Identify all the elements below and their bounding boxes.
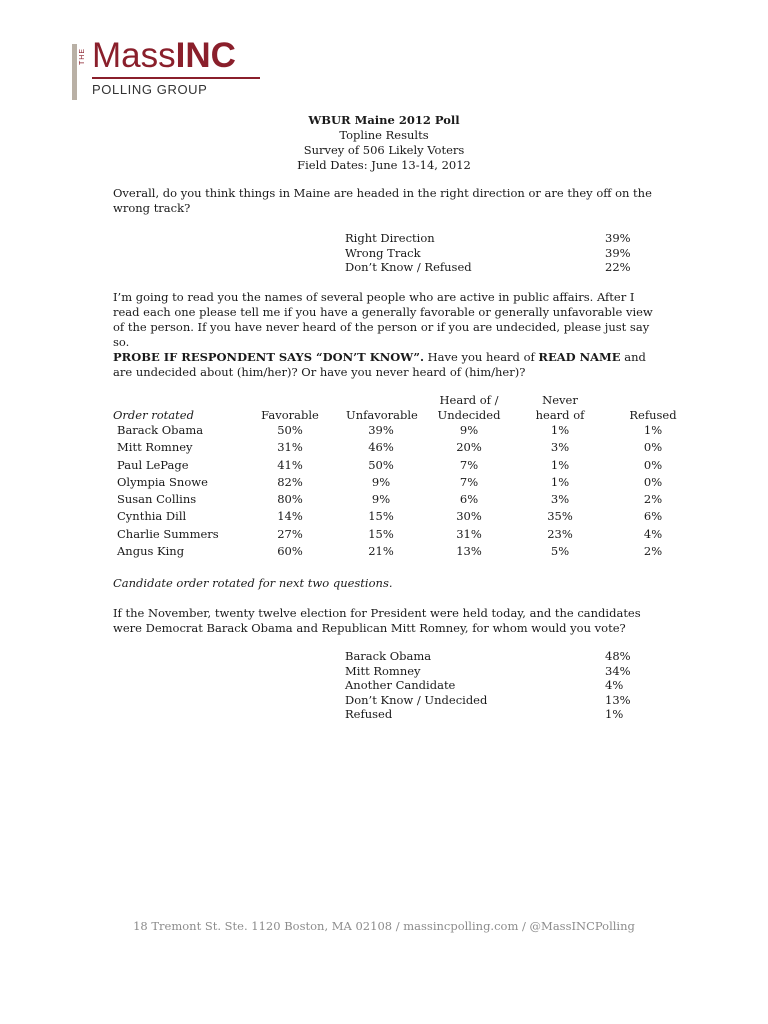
heard-of-value: 31%: [456, 526, 482, 541]
table-row: [113, 526, 683, 543]
favorable-value: 80%: [277, 492, 303, 507]
header-line-dates: Field Dates: June 13-14, 2012: [297, 158, 471, 172]
logo-subtitle: POLLING GROUP: [92, 82, 208, 97]
header-refused: Refused: [629, 407, 677, 422]
header-line-topline: Topline Results: [339, 128, 429, 142]
right-direction-responses: [345, 231, 641, 275]
question-presidential-vote: If the November, twenty twelve election for President were held today, and the candidates were Democrat Barack Obama and Republican Mitt Romney, for whom would you vote?: [113, 606, 641, 635]
heard-of-value: 7%: [459, 474, 479, 489]
candidate-name: Charlie Summers: [117, 526, 219, 541]
response-row: [345, 231, 641, 246]
logo-inc: INC: [175, 36, 236, 75]
favorable-value: 82%: [277, 474, 303, 489]
header-heard-line2: Undecided: [437, 407, 501, 422]
candidate-name: Paul LePage: [117, 457, 189, 472]
favorable-value: 50%: [277, 423, 303, 437]
logo-rule: [92, 77, 260, 79]
candidate-name: Barack Obama: [117, 423, 204, 437]
response-row: [345, 664, 641, 679]
table-row: [113, 491, 683, 508]
never-heard-value: 23%: [547, 526, 573, 541]
response-row: [345, 649, 641, 664]
refused-value: 2%: [643, 492, 663, 507]
poll-title: WBUR Maine 2012 Poll: [308, 113, 460, 127]
favorability-intro: I’m going to read you the names of several people who are active in public affairs. After I read each one please tell me if you have a generally favorable or generally unfavorable view of the person. If you have never heard of the person or if you are undecided, please just say so.: [113, 290, 653, 349]
response-row: [345, 707, 641, 722]
heard-of-value: 13%: [456, 544, 482, 559]
response-label: Refused: [345, 707, 393, 721]
never-heard-value: 1%: [550, 474, 570, 489]
logo-mass: Mass: [92, 36, 176, 75]
unfavorable-value: 46%: [368, 440, 394, 455]
candidate-name: Susan Collins: [117, 492, 197, 507]
response-label: Wrong Track: [345, 245, 421, 260]
refused-value: 4%: [643, 526, 663, 541]
footer-address: 18 Tremont St. Ste. 1120 Boston, MA 02108 / massincpolling.com / @MassINCPolling: [133, 919, 635, 933]
header-heard-line1: Heard of /: [439, 393, 499, 407]
favorable-value: 41%: [277, 457, 303, 472]
probe-read-name: READ NAME: [538, 350, 621, 364]
header-never-line1: Never: [542, 393, 578, 407]
unfavorable-value: 21%: [368, 544, 394, 559]
response-label: Don’t Know / Undecided: [345, 692, 488, 707]
response-label: Mitt Romney: [345, 663, 421, 678]
probe-text-2: and are undecided about (him/her)? Or have you never heard of (him/her)?: [113, 350, 646, 379]
probe-bold-instruction: PROBE IF RESPONDENT SAYS “DON’T KNOW”.: [113, 350, 424, 364]
table-row: [113, 474, 683, 491]
header-line-survey: Survey of 506 Likely Voters: [303, 143, 465, 157]
heard-of-value: 20%: [456, 440, 482, 455]
response-value: 4%: [605, 678, 624, 692]
unfavorable-value: 9%: [371, 474, 391, 489]
unfavorable-value: 9%: [371, 492, 391, 507]
never-heard-value: 3%: [550, 492, 570, 507]
presidential-vote-responses: [345, 649, 641, 722]
logo-wordmark: [92, 38, 236, 73]
response-value: 13%: [605, 692, 631, 707]
response-value: 39%: [605, 231, 631, 245]
logo-the: THE: [79, 48, 86, 65]
document-header: [0, 113, 768, 173]
favorability-table: [113, 392, 683, 560]
refused-value: 0%: [643, 457, 663, 472]
response-value: 39%: [605, 245, 631, 260]
response-row: [345, 246, 641, 261]
response-label: Another Candidate: [345, 678, 456, 692]
header-never-line2: heard of: [535, 407, 585, 422]
response-label: Right Direction: [345, 231, 435, 245]
heard-of-value: 7%: [459, 457, 479, 472]
response-row: [345, 260, 641, 275]
never-heard-value: 1%: [550, 457, 570, 472]
header-unfavorable: Unfavorable: [346, 407, 418, 422]
probe-instruction: [113, 350, 653, 380]
refused-value: 2%: [643, 544, 663, 559]
massinc-logo: [72, 36, 272, 102]
heard-of-value: 6%: [459, 492, 479, 507]
unfavorable-value: 39%: [368, 423, 394, 437]
refused-value: 0%: [643, 474, 663, 489]
candidate-name: Olympia Snowe: [117, 474, 208, 489]
heard-of-value: 9%: [459, 423, 479, 437]
refused-value: 0%: [643, 440, 663, 455]
logo-bar: [72, 44, 77, 100]
candidate-name: Mitt Romney: [117, 440, 193, 455]
header-heard-of-undecided: [434, 393, 504, 422]
response-row: [345, 678, 641, 693]
heard-of-value: 30%: [456, 509, 482, 524]
favorable-value: 14%: [277, 509, 303, 524]
never-heard-value: 35%: [547, 509, 573, 524]
rotation-note: Candidate order rotated for next two questions.: [113, 576, 393, 590]
favorable-value: 60%: [277, 544, 303, 559]
table-row: [113, 457, 683, 474]
header-never-heard-of: [525, 393, 595, 422]
unfavorable-value: 15%: [368, 526, 394, 541]
never-heard-value: 3%: [550, 440, 570, 455]
table-header: [113, 392, 683, 422]
refused-value: 6%: [643, 509, 663, 524]
question-right-direction: Overall, do you think things in Maine are headed in the right direction or are they off on the wrong track?: [113, 186, 652, 215]
response-label: Barack Obama: [345, 649, 432, 663]
response-row: [345, 693, 641, 708]
table-row: [113, 543, 683, 560]
response-value: 22%: [605, 260, 631, 274]
favorable-value: 31%: [277, 440, 303, 455]
refused-value: 1%: [643, 423, 663, 437]
response-label: Don’t Know / Refused: [345, 260, 472, 274]
unfavorable-value: 15%: [368, 509, 394, 524]
response-value: 34%: [605, 663, 631, 678]
table-row: [113, 439, 683, 456]
never-heard-value: 1%: [550, 423, 570, 437]
candidate-name: Cynthia Dill: [117, 509, 187, 524]
table-row: [113, 422, 683, 439]
never-heard-value: 5%: [550, 544, 570, 559]
unfavorable-value: 50%: [368, 457, 394, 472]
candidate-name: Angus King: [117, 544, 185, 559]
header-favorable: Favorable: [261, 407, 319, 422]
favorable-value: 27%: [277, 526, 303, 541]
probe-text-1: Have you heard of: [424, 350, 539, 364]
response-value: 1%: [605, 707, 624, 721]
header-order-rotated: Order rotated: [113, 407, 194, 422]
table-body: [113, 422, 683, 560]
table-row: [113, 508, 683, 525]
response-value: 48%: [605, 649, 631, 663]
